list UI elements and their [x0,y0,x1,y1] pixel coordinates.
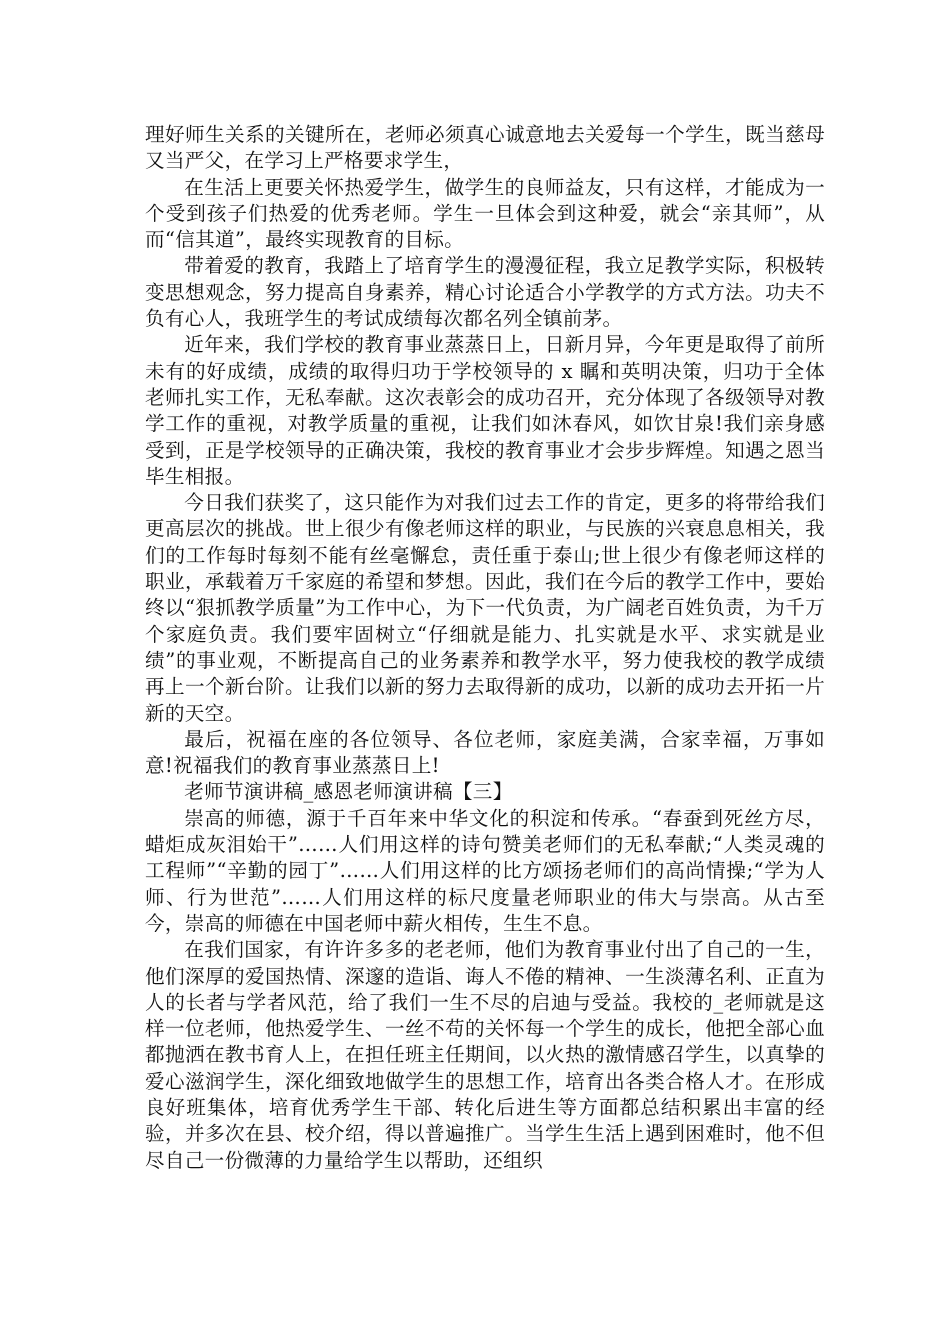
paragraph: 理好师生关系的关键所在，老师必须真心诚意地去关爱每一个学生，既当慈母又当严父，在学习上严格要求学生， [145,123,825,173]
paragraph: 在生活上更要关怀热爱学生，做学生的良师益友，只有这样，才能成为一个受到孩子们热爱的优秀老师。学生一旦体会到这种爱，就会“亲其师”，从而“信其道”，最终实现教育的目标。 [145,175,825,252]
paragraph: 带着爱的教育，我踏上了培育学生的漫漫征程，我立足教学实际，积极转变思想观念，努力提高自身素养，精心讨论适合小学教学的方式方法。功夫不负有心人，我班学生的考试成绩每次都名列全镇前茅。 [145,254,825,331]
paragraph: 近年来，我们学校的教育事业蒸蒸日上，日新月异，今年更是取得了前所未有的好成绩，成绩的取得归功于学校领导的 x 瞩和英明决策，归功于全体老师扎实工作，无私奉献。这次表彰会的成功召开，充分体现了各级领导对教学工作的重视，对教学质量的重视，让我们如沐春风，如饮甘泉!我们亲身感受到，正是学校领导的正确决策，我校的教育事业才会步步辉煌。知遇之恩当毕生相报。 [145,333,825,488]
document-body [145,122,825,1174]
paragraph: 在我们国家，有许许多多的老老师，他们为教育事业付出了自己的一生，他们深厚的爱国热情、深邃的造诣、诲人不倦的精神、一生淡薄名利、正直为人的长者与学者风范，给了我们一生不尽的启迪与受益。我校的_老师就是这样一位老师，他热爱学生、一丝不苟的关怀每一个学生的成长，他把全部心血都抛洒在教书育人上，在担任班主任期间，以火热的激情感召学生，以真挚的爱心滋润学生，深化细致地做学生的思想工作，培育出各类合格人才。在形成良好班集体，培育优秀学生干部、转化后进生等方面都总结积累出丰富的经验，并多次在县、校介绍，得以普遍推广。当学生生活上遇到困难时，他不但尽自己一份微薄的力量给学生以帮助，还组织 [145,938,825,1172]
section-heading: 老师节演讲稿_感恩老师演讲稿【三】 [184,780,513,804]
paragraph: 最后，祝福在座的各位领导、各位老师，家庭美满，合家幸福，万事如意!祝福我们的教育事业蒸蒸日上! [145,727,825,778]
paragraph: 今日我们获奖了，这只能作为对我们过去工作的肯定，更多的将带给我们更高层次的挑战。世上很少有像老师这样的职业，与民族的兴衰息息相关，我们的工作每时每刻不能有丝毫懈怠，责任重于泰山;世上很少有像老师这样的职业，承载着万千家庭的希望和梦想。因此，我们在今后的教学工作中，要始终以“狠抓教学质量”为工作中心，为下一代负责，为广阔老百姓负责，为千万个家庭负责。我们要牢固树立“仔细就是能力、扎实就是水平、求实就是业绩”的事业观，不断提高自己的业务素养和教学水平，努力使我校的教学成绩再上一个新台阶。让我们以新的努力去取得新的成功，以新的成功去开拓一片新的天空。 [145,491,825,725]
paragraph: 崇高的师德，源于千百年来中华文化的积淀和传承。“春蚕到死丝方尽，蜡炬成灰泪始干”……人们用这样的诗句赞美老师们的无私奉献;“人类灵魂的工程师”“辛勤的园丁”……人们用这样的比方颂扬老师们的高尚情操;“学为人师、行为世范”……人们用这样的标尺度量老师职业的伟大与崇高。从古至今，崇高的师德在中国老师中薪火相传，生生不息。 [145,806,825,935]
